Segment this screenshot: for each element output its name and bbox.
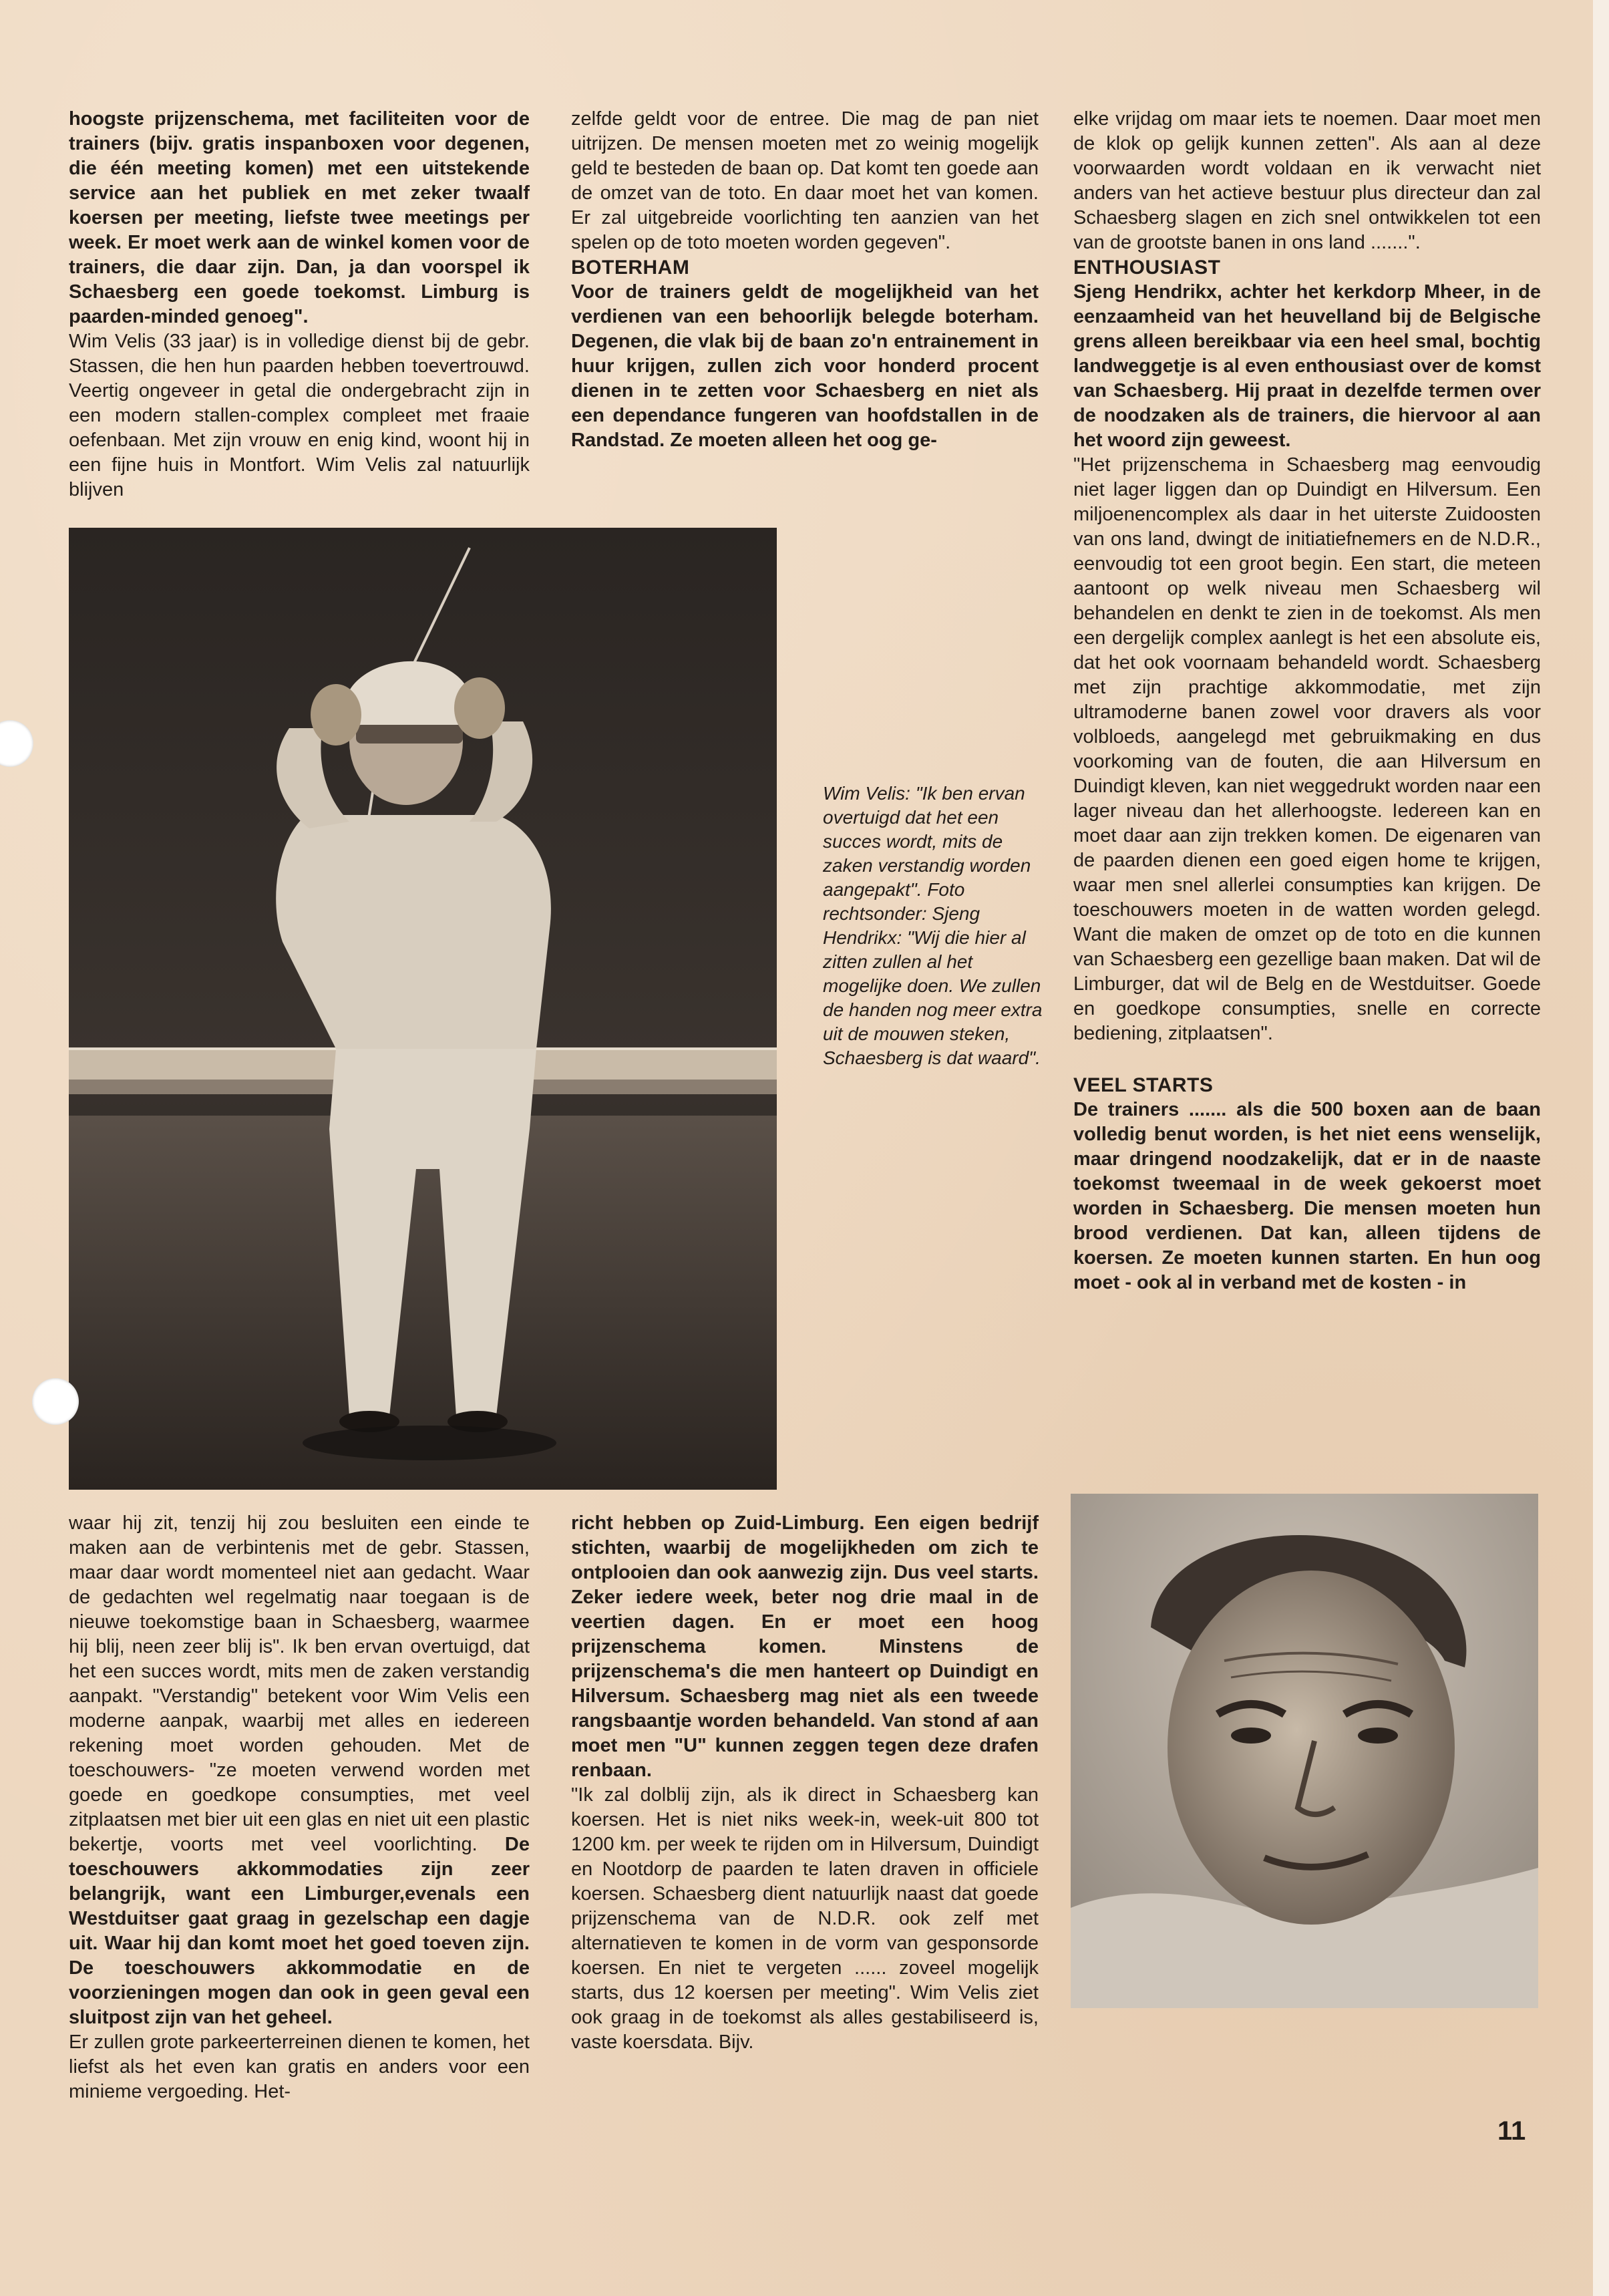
photo-sjeng-hendrikx [1071, 1494, 1538, 2008]
text-run-bold: De toeschouwers akkommodaties zijn zeer belangrijk, want een Limburger,evenals een Westduitser gaat graag in gezelschap een dagje uit. Waar hij dan komt moet het goed toeven zijn. De toeschouwers akkommodatie en de voorzieningen mogen dan ook in geen geval een sluitpost zijn van het geheel. [69, 1834, 530, 2028]
paragraph: Sjeng Hendrikx, achter het kerkdorp Mheer, in de eenzaamheid van het heuvelland bij de Belgische grens alleen bereikbaar via een heel smal, bochtig landweggetje is al even enthousiast over de komst van Schaesberg. Hij praat in dezelfde termen over de noodzaken als de trainers, die hiervoor al aan het woord zijn geweest. [1073, 281, 1541, 451]
column-2-top [571, 107, 1039, 453]
paragraph: elke vrijdag om maar iets te noemen. Daar moet men de klok op gelijk kunnen zetten". Als aan al deze voorwaarden wordt voldaan en ik verwacht niet anders van het actieve bestuur plus directeur dan zal Schaesberg slagen en zich snel ontwikkelen tot een van de grootste banen in ons land .......". [1073, 108, 1541, 253]
paragraph: Voor de trainers geldt de mogelijkheid van het verdienen van een behoorlijk belegde boterham. Degenen, die vlak bij de baan zo'n entrainement in huur krijgen, zullen zich voor honderd procent dienen in te zetten voor Schaesberg en niet als een dependance fungeren van hoofdstallen in de Randstad. Ze moeten alleen het oog ge- [571, 281, 1039, 451]
column-1-bottom [69, 1511, 530, 2104]
paragraph: zelfde geldt voor de entree. Die mag de pan niet uitrijzen. De mensen moeten met zo weinig mogelijk geld te besteden de baan op. Dat komt ten goede aan de omzet van de toto. En daar moet het van komen. Er zal uitgebreide voorlichting ten aanzien van het spelen op de toto moeten worden gegeven". [571, 108, 1039, 253]
paragraph: "Ik zal dolblij zijn, als ik direct in Schaesberg kan koersen. Het is niet niks week-in, week-uit 800 tot 1200 km. per week te rijden om in Hilversum, Duindigt en Nootdorp de paarden te laten draven in officiele koersen. Schaesberg dient natuurlijk naast dat goede prijzenschema van de N.D.R. ook zelf met alternatieven te komen in de vorm van gesponsorde koersen. En niet te vergeten ...... zoveel mogelijk starts, dus 12 koersen per meeting". Wim Velis ziet ook graag in de toekomst als alles gestabiliseerd is, vaste koersdata. Bijv. [571, 1784, 1039, 2053]
paragraph: Wim Velis (33 jaar) is in volledige dienst bij de gebr. Stassen, die hen hun paarden hebben toevertrouwd. Veertig ongeveer in getal die ondergebracht zijn in een modern stallen-complex compleet met fraaie oefenbaan. Met zijn vrouw en enig kind, woont hij in een fijne huis in Montfort. Wim Velis zal natuurlijk blijven [69, 331, 530, 500]
binder-hole [32, 1378, 79, 1425]
section-heading-boterham: BOTERHAM [571, 257, 690, 279]
page-number: 11 [1497, 2116, 1526, 2146]
text-run: waar hij zit, tenzij hij zou besluiten een einde te maken aan de verbintenis met de gebr. Stassen, maar daar wordt momenteel niet aan gedacht. Waar de gedachten wel regelmatig naar toegaan is de nieuwe toekomstige baan in Schaesberg, waarmee hij blij, neen zeer blij is". Ik ben ervan overtuigd, dat het een succes wordt, mits men de zaken verstandig aanpakt. "Verstandig" betekent voor Wim Velis een moderne aanpak, waarbij met alles en iedereen rekening moet worden gehouden. Met de toeschouwers- "ze moeten verwend worden met goede en goedkope consumpties, met veel zitplaatsen met bier uit een glas en niet uit een plastic bekertje, voorts met veel voorlichting. [69, 1512, 530, 1855]
section-heading-enthousiast: ENTHOUSIAST [1073, 257, 1221, 279]
paragraph: "Het prijzenschema in Schaesberg mag eenvoudig niet lager liggen dan op Duindigt en Hilversum. Een miljoenencomplex als daar in het uiterste Zuidoosten van ons land, dwingt de initiatiefnemers en de N.D.R., eenvoudig tot een groot begin. Een start, die meteen aantoont op welk niveau men Schaesberg wil behandelen en denkt te zien in de toekomst. Als men een dergelijk complex aanlegt is het een absolute eis, dat het ook voornaam behandeld wordt. Schaesberg met zijn prachtige akkommodatie, met zijn ultramoderne banen zowel voor dravers als voor volbloeds, aangelegd met gebruikmaking en dus voorkoming van de fouten, die aan Hilversum en Duindigt kleven, kan niet weggedrukt worden naar een lager niveau dan het allerhoogste. Iedereen kan en moet daar aan zijn trekken komen. De eigenaren van de paarden dienen een goed eigen home te krijgen, waar men snel allerlei consumpties kan krijgen. De toeschouwers moeten in de watten worden gelegd. Want die maken de omzet op de toto en die kunnen van Schaesberg een gezellige baan maken. Dat wil de Limburger, dat wil de Belg en de Westduitser. Goede en goedkope consumpties, snelle en correcte bediening, zitplaatsen". [1073, 454, 1541, 1044]
section-heading-veel-starts: VEEL STARTS [1073, 1074, 1214, 1096]
paragraph: Er zullen grote parkeerterreinen dienen te komen, het liefst als het even kan gratis en anders voor een minieme vergoeding. Het- [69, 2031, 530, 2102]
photo-caption: Wim Velis: "Ik ben ervan overtuigd dat het een succes wordt, mits de zaken verstandig worden aangepakt". Foto rechtsonder: Sjeng Hendrikx: "Wij die hier al zitten zullen al het mogelijke doen. We zullen de handen nog meer extra uit de mouwen steken, Schaesberg is dat waard". [823, 783, 1043, 1068]
paragraph [69, 1511, 530, 2030]
photo-wim-velis [69, 528, 777, 1490]
paragraph: hoogste prijzenschema, met faciliteiten voor de trainers (bijv. gratis inspanboxen voor degenen, die één meeting komen) met een uitstekende service aan het publiek en met zeker twaalf koersen per meeting, liefste twee meetings per week. Er moet werk aan de winkel komen voor de trainers, die daar zijn. Dan, ja dan voorspel ik Schaesberg een goede toekomst. Limburg is paarden-minded genoeg". [69, 108, 530, 327]
page-edge [1593, 0, 1609, 2296]
paragraph: De trainers ....... als die 500 boxen aan de baan volledig benut worden, is het niet eens wenselijk, maar dringend noodzakelijk, dat er in de naaste toekomst tweemaal in de week gekoerst moet worden in Schaesberg. Die mensen moeten hun brood verdienen. Dat kan, alleen tijdens de koersen. Ze moeten kunnen starten. En hun oog moet - ook al in verband met de kosten - in [1073, 1099, 1541, 1293]
paragraph: richt hebben op Zuid-Limburg. Een eigen bedrijf stichten, waarbij de mogelijkheden om zich te ontplooien dan ook aanwezig zijn. Dus veel starts. Zeker iedere week, beter nog drie maal in de veertien dagen. En er moet een hoog prijzenschema komen. Minstens de prijzenschema's die men hanteert op Duindigt en Hilversum. Schaesberg mag niet als een tweede rangsbaantje worden behandeld. Van stond af aan moet men "U" kunnen zeggen tegen deze drafen renbaan. [571, 1512, 1039, 1781]
column-2-bottom [571, 1511, 1039, 2055]
column-1-top [69, 107, 530, 502]
column-3 [1073, 107, 1541, 1295]
